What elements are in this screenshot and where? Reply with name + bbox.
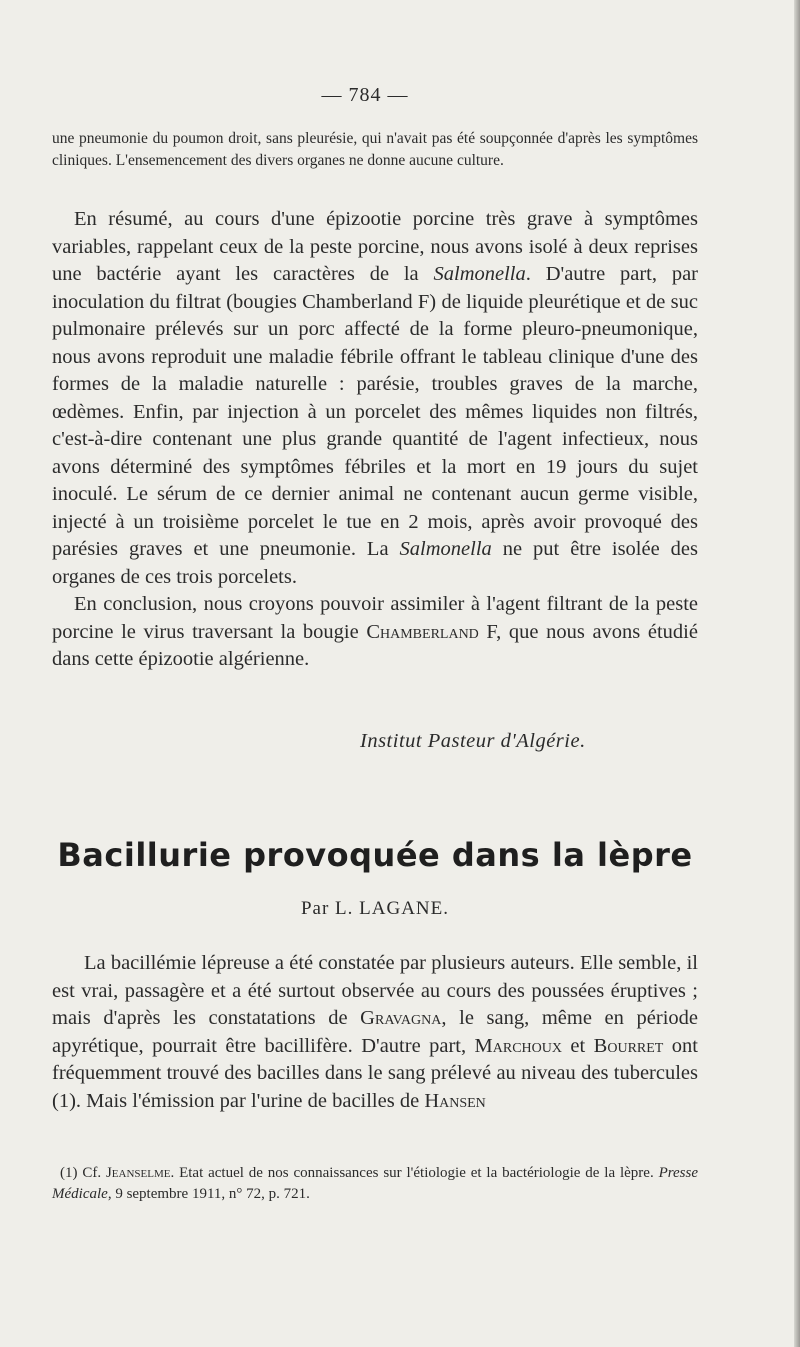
page-edge-shadow	[794, 0, 800, 1347]
conclusion-paragraph: En conclusion, nous croyons pouvoir assimiler à l'agent filtrant de la peste porcine le virus traversant la bougie Chamberland F, que nous avons étudié dans cette épizootie algérienne.	[52, 593, 698, 670]
prev-paragraph: une pneumonie du poumon droit, sans pleurésie, qui n'avait pas été soupçonnée d'après les symptômes cliniques. L'ensemencement des divers organes ne donne aucune culture.	[52, 130, 698, 169]
summary-paragraph: En résumé, au cours d'une épizootie porcine très grave à symptômes variables, rappelant ceux de la peste porcine, nous avons isolé à deux reprises une bactérie ayant les caractères de la Salmonella. D'autre part, par inoculation du filtrat (bougies Chamberland F) de liquide pleurétique et de suc pulmonaire prélevés sur un porc affecté de la forme pleuro-pneumonique, nous avons reproduit une maladie fébrile offrant le tableau clinique d'une des formes de la maladie naturelle : parésie, troubles graves de la marche, œdèmes. Enfin, par injection à un porcelet des mêmes liquides non filtrés, c'est-à-dire contenant une plus grande quantité de l'agent infectieux, nous avons déterminé des symptômes fébriles et la mort en 19 jours du sujet inoculé. Le sérum de ce dernier animal ne contenant aucun germe visible, injecté à un troisième porcelet le tue en 2 mois, après avoir provoqué des parésies graves et une pneumonie. La Salmonella ne put être isolée des organes de ces trois porcelets.	[52, 208, 698, 588]
footnote-text: (1) Cf. Jeanselme. Etat actuel de nos connaissances sur l'étiologie et la bactériologie de la lèpre. Presse Médicale, 9 septembre 1911, n° 72, p. 721.	[52, 1165, 698, 1202]
author-name: Hansen	[424, 1089, 486, 1112]
author-name: Chamberland	[366, 620, 479, 643]
author-name: Jeanselme	[105, 1165, 171, 1181]
journal-name: Presse Médicale	[52, 1165, 698, 1202]
footnote	[52, 1163, 698, 1205]
author-name: Gravagna	[360, 1007, 442, 1029]
page-number: — 784 —	[321, 84, 409, 106]
salmonella-term: Salmonella	[433, 263, 526, 285]
previous-article-tail	[52, 128, 698, 172]
article-body	[52, 950, 698, 1115]
summary-section	[52, 206, 698, 674]
institution-signature: Institut Pasteur d'Algérie.	[360, 730, 586, 752]
author-name: Marchoux	[474, 1034, 562, 1057]
article-title: Bacillurie provoquée dans la lèpre	[57, 836, 693, 874]
article-author: Par L. LAGANE.	[300, 898, 450, 919]
intro-paragraph: La bacillémie lépreuse a été constatée par plusieurs auteurs. Elle semble, il est vrai, passagère et a été surtout observée au cours des poussées éruptives ; mais d'après les constatations de Gravagna, le sang, même en période apyrétique, pourrait être bacillifère. D'autre part, Marchoux et Bourret ont fréquemment trouvé des bacilles dans le sang prélevé au niveau des tubercules (1). Mais l'émission par l'urine de bacilles de Hansen	[52, 952, 698, 1112]
author-name: Bourret	[593, 1034, 664, 1057]
salmonella-term: Salmonella	[399, 538, 492, 560]
